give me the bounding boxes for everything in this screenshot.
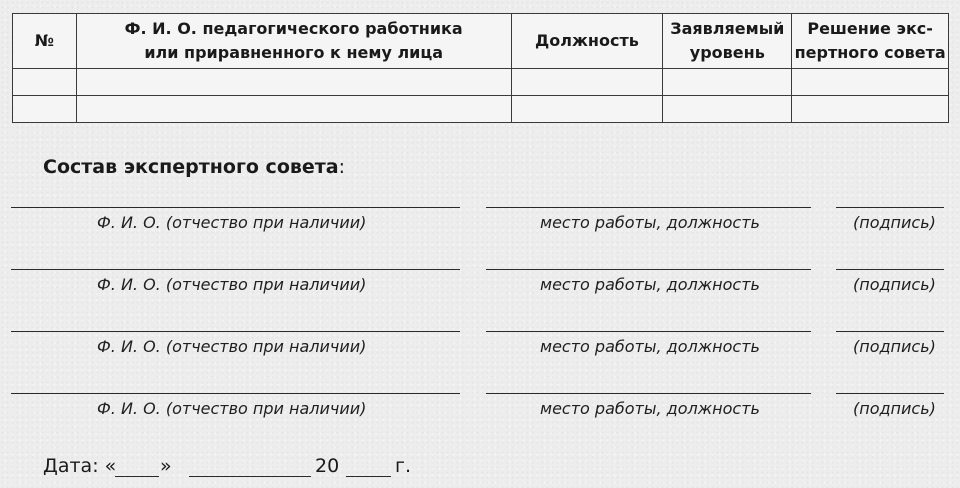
- table-row: [13, 96, 949, 123]
- header-number: [13, 14, 77, 69]
- date-day-blank[interactable]: [115, 476, 159, 477]
- cell-decision[interactable]: [792, 69, 949, 96]
- fio-caption: Ф. И. О. (отчество при наличии): [97, 275, 367, 294]
- cell-level[interactable]: [663, 96, 792, 123]
- place-blank-line[interactable]: [486, 393, 766, 394]
- header-decision-line2: пертного совета: [794, 43, 946, 62]
- signature-caption: (подпись): [853, 275, 936, 294]
- council-title-colon: :: [338, 156, 346, 178]
- signature-blank-line[interactable]: [836, 207, 944, 208]
- place-blank-line[interactable]: [486, 331, 766, 332]
- cell-fio[interactable]: [76, 96, 511, 123]
- place-blank-line-end: [766, 207, 811, 208]
- date-label: Дата: «: [43, 455, 117, 477]
- place-caption: место работы, должность: [540, 213, 760, 232]
- council-title: [43, 153, 345, 181]
- signature-blank-line[interactable]: [836, 269, 944, 270]
- header-position: [511, 14, 663, 69]
- council-member-row: [0, 207, 960, 247]
- cell-level[interactable]: [663, 69, 792, 96]
- council-member-row: [0, 331, 960, 371]
- header-number-label: №: [34, 31, 55, 50]
- header-fio: [76, 14, 511, 69]
- date-year-suffix: г.: [395, 455, 412, 477]
- date-close-quote: »: [160, 455, 172, 477]
- council-member-row: [0, 269, 960, 309]
- cell-position[interactable]: [511, 96, 663, 123]
- signature-blank-line[interactable]: [836, 331, 944, 332]
- header-fio-line2: или приравненного к нему лица: [144, 43, 444, 62]
- header-level-line2: уровень: [689, 43, 765, 62]
- council-member-row: [0, 393, 960, 433]
- date-century: 20: [315, 455, 340, 477]
- cell-number[interactable]: [13, 96, 77, 123]
- fio-blank-line[interactable]: [11, 393, 460, 394]
- header-decision-line1: Решение экс-: [807, 19, 933, 38]
- header-level-line1: Заявляемый: [670, 19, 785, 38]
- signature-caption: (подпись): [853, 399, 936, 418]
- fio-caption: Ф. И. О. (отчество при наличии): [97, 213, 367, 232]
- place-blank-line-end: [766, 393, 811, 394]
- place-blank-line[interactable]: [486, 269, 766, 270]
- signature-caption: (подпись): [853, 337, 936, 356]
- header-decision: [792, 14, 949, 69]
- date-year-blank[interactable]: [346, 476, 391, 477]
- evaluation-table: [12, 13, 949, 123]
- fio-caption: Ф. И. О. (отчество при наличии): [97, 337, 367, 356]
- header-position-label: Должность: [535, 31, 639, 50]
- place-caption: место работы, должность: [540, 337, 760, 356]
- signature-blank-line[interactable]: [836, 393, 944, 394]
- date-line: [43, 452, 443, 482]
- fio-blank-line[interactable]: [11, 207, 460, 208]
- place-blank-line[interactable]: [486, 207, 766, 208]
- place-blank-line-end: [766, 331, 811, 332]
- fio-caption: Ф. И. О. (отчество при наличии): [97, 399, 367, 418]
- cell-decision[interactable]: [792, 96, 949, 123]
- cell-fio[interactable]: [76, 69, 511, 96]
- header-level: [663, 14, 792, 69]
- council-title-text: Состав экспертного совета: [43, 156, 339, 178]
- header-fio-line1: Ф. И. О. педагогического работника: [124, 19, 463, 38]
- cell-position[interactable]: [511, 69, 663, 96]
- fio-blank-line[interactable]: [11, 269, 460, 270]
- place-caption: место работы, должность: [540, 275, 760, 294]
- fio-blank-line[interactable]: [11, 331, 460, 332]
- place-blank-line-end: [766, 269, 811, 270]
- table-header-row: [13, 14, 949, 69]
- table-row: [13, 69, 949, 96]
- date-month-blank[interactable]: [189, 476, 311, 477]
- cell-number[interactable]: [13, 69, 77, 96]
- signature-caption: (подпись): [853, 213, 936, 232]
- place-caption: место работы, должность: [540, 399, 760, 418]
